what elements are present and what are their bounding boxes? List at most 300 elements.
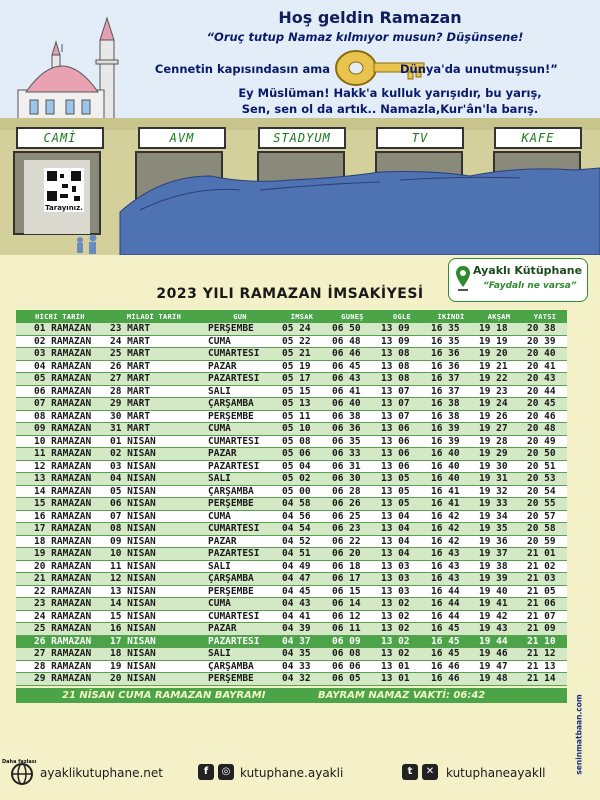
cell-yatsi: 20 43 (527, 373, 556, 385)
cell-hicri: 26 RAMAZAN (34, 635, 92, 647)
cell-yatsi: 20 44 (527, 385, 556, 397)
cell-aksam: 19 37 (479, 548, 508, 560)
cell-gun: CUMA (208, 598, 231, 610)
cell-ogle: 13 08 (381, 360, 410, 372)
cell-ogle: 13 05 (381, 473, 410, 485)
header-title: Hoş geldin Ramazan (278, 8, 462, 27)
cell-miladi: 28 MART (110, 385, 151, 397)
table-row (16, 486, 567, 499)
cell-ikindi: 16 38 (431, 410, 460, 422)
cell-miladi: 05 NİSAN (110, 485, 156, 497)
cell-miladi: 03 NİSAN (110, 460, 156, 472)
cell-aksam: 19 28 (479, 435, 508, 447)
cell-imsak: 04 51 (282, 548, 311, 560)
cell-miladi: 17 NİSAN (110, 635, 156, 647)
cell-miladi: 18 NİSAN (110, 648, 156, 660)
sign-avm: AVM (138, 127, 226, 149)
cell-gunes: 06 50 (332, 323, 361, 335)
cell-yatsi: 20 57 (527, 510, 556, 522)
cell-hicri: 06 RAMAZAN (34, 385, 92, 397)
cell-hicri: 03 RAMAZAN (34, 348, 92, 360)
cell-hicri: 22 RAMAZAN (34, 585, 92, 597)
cell-gunes: 06 08 (332, 648, 361, 660)
cell-ikindi: 16 43 (431, 560, 460, 572)
cell-aksam: 19 46 (479, 648, 508, 660)
cell-yatsi: 21 05 (527, 585, 556, 597)
cell-aksam: 19 29 (479, 448, 508, 460)
col-header-gun: GÜN (233, 312, 247, 321)
cell-ikindi: 16 37 (431, 373, 460, 385)
cell-imsak: 04 54 (282, 523, 311, 535)
cell-aksam: 19 31 (479, 473, 508, 485)
table-row (16, 461, 567, 474)
table-row (16, 436, 567, 449)
cell-gunes: 06 33 (332, 448, 361, 460)
col-header-hicri: HİCRİ TARİH (35, 312, 85, 321)
cell-yatsi: 20 50 (527, 448, 556, 460)
cell-ogle: 13 08 (381, 373, 410, 385)
cell-ikindi: 16 46 (431, 660, 460, 672)
cell-imsak: 05 00 (282, 485, 311, 497)
cell-aksam: 19 36 (479, 535, 508, 547)
side-watermark-text: seninmatbaan.com (574, 694, 584, 775)
cell-imsak: 05 13 (282, 398, 311, 410)
cell-aksam: 19 33 (479, 498, 508, 510)
twitter-icon[interactable]: t (402, 764, 418, 780)
cell-ogle: 13 02 (381, 598, 410, 610)
cell-ogle: 13 02 (381, 648, 410, 660)
bayram-date: 21 NİSAN CUMA RAMAZAN BAYRAMI (62, 690, 266, 701)
cell-yatsi: 21 01 (527, 548, 556, 560)
cell-ogle: 13 02 (381, 635, 410, 647)
cell-aksam: 19 23 (479, 385, 508, 397)
cell-imsak: 04 58 (282, 498, 311, 510)
cell-miladi: 14 NİSAN (110, 598, 156, 610)
location-pin-icon (455, 265, 471, 293)
cell-gun: CUMA (208, 423, 231, 435)
cell-ogle: 13 01 (381, 660, 410, 672)
cell-aksam: 19 22 (479, 373, 508, 385)
cell-ikindi: 16 36 (431, 360, 460, 372)
cell-aksam: 19 32 (479, 485, 508, 497)
cell-ikindi: 16 46 (431, 673, 460, 685)
cell-imsak: 05 04 (282, 460, 311, 472)
footer-badge: Daha fazlası (2, 759, 37, 765)
cell-yatsi: 21 10 (527, 635, 556, 647)
cell-hicri: 29 RAMAZAN (34, 673, 92, 685)
cell-imsak: 05 11 (282, 410, 311, 422)
cell-gun: SALI (208, 473, 231, 485)
table-row (16, 398, 567, 411)
table-row (16, 448, 567, 461)
header-line-1: “Oruç tutup Namaz kılmıyor musun? Düşünsene! (206, 30, 524, 44)
cell-gunes: 06 25 (332, 510, 361, 522)
header-line-2-left: Cennetin kapısındasın ama (154, 62, 330, 76)
cell-yatsi: 20 55 (527, 498, 556, 510)
cell-gun: PERŞEMBE (208, 410, 254, 422)
cell-hicri: 01 RAMAZAN (34, 323, 92, 335)
cell-miladi: 13 NİSAN (110, 585, 156, 597)
cell-ogle: 13 04 (381, 523, 410, 535)
table-row (16, 573, 567, 586)
cell-ikindi: 16 42 (431, 523, 460, 535)
cell-hicri: 18 RAMAZAN (34, 535, 92, 547)
cell-yatsi: 20 49 (527, 435, 556, 447)
cell-ikindi: 16 39 (431, 423, 460, 435)
table-header (16, 310, 567, 323)
cell-gun: PERŞEMBE (208, 498, 254, 510)
cell-gunes: 06 46 (332, 348, 361, 360)
cell-miladi: 16 NİSAN (110, 623, 156, 635)
cell-gunes: 06 12 (332, 610, 361, 622)
facebook-icon[interactable]: f (198, 764, 214, 780)
cell-yatsi: 21 02 (527, 560, 556, 572)
cell-gunes: 06 48 (332, 335, 361, 347)
sign-stadyum: STADYUM (258, 127, 346, 149)
cell-gun: ÇARŞAMBA (208, 398, 254, 410)
cell-imsak: 04 37 (282, 635, 311, 647)
cell-hicri: 15 RAMAZAN (34, 498, 92, 510)
col-header-imsak: İMSAK (290, 312, 314, 321)
sign-kafe: KAFE (494, 127, 582, 149)
cell-yatsi: 20 58 (527, 523, 556, 535)
cell-yatsi: 20 54 (527, 485, 556, 497)
cell-miladi: 10 NİSAN (110, 548, 156, 560)
cell-yatsi: 20 46 (527, 410, 556, 422)
footer (0, 756, 600, 790)
qr-label: Tarayınız. (45, 204, 83, 212)
cell-aksam: 19 34 (479, 510, 508, 522)
cell-ikindi: 16 43 (431, 573, 460, 585)
cell-hicri: 25 RAMAZAN (34, 623, 92, 635)
cell-miladi: 31 MART (110, 423, 151, 435)
cell-gun: PAZAR (208, 360, 237, 372)
cell-hicri: 24 RAMAZAN (34, 610, 92, 622)
cell-imsak: 05 21 (282, 348, 311, 360)
cell-yatsi: 20 53 (527, 473, 556, 485)
cell-imsak: 05 17 (282, 373, 311, 385)
cell-gunes: 06 40 (332, 398, 361, 410)
cell-imsak: 04 39 (282, 623, 311, 635)
table-row (16, 586, 567, 599)
col-header-aksam: AKŞAM (487, 312, 511, 321)
cell-hicri: 17 RAMAZAN (34, 523, 92, 535)
cell-miladi: 01 NİSAN (110, 435, 156, 447)
sign-tv: TV (376, 127, 464, 149)
header-line-3: Ey Müslüman! Hakk'a kulluk yarışıdır, bu yarış, (238, 86, 542, 100)
footer-social-2[interactable]: kutuphaneayakll (446, 766, 546, 780)
cell-imsak: 04 35 (282, 648, 311, 660)
cell-miladi: 23 MART (110, 323, 151, 335)
cell-aksam: 19 39 (479, 573, 508, 585)
cell-imsak: 04 33 (282, 660, 311, 672)
cell-ogle: 13 06 (381, 435, 410, 447)
brand-badge (448, 258, 588, 302)
cell-aksam: 19 30 (479, 460, 508, 472)
cell-miladi: 07 NİSAN (110, 510, 156, 522)
cell-yatsi: 21 14 (527, 673, 556, 685)
cell-aksam: 19 24 (479, 398, 508, 410)
cell-gunes: 06 35 (332, 435, 361, 447)
cell-ikindi: 16 42 (431, 510, 460, 522)
cell-miladi: 09 NİSAN (110, 535, 156, 547)
table-body (16, 323, 567, 686)
footer-social-1[interactable]: kutuphane.ayakli (240, 766, 344, 780)
cell-ikindi: 16 39 (431, 435, 460, 447)
cell-yatsi: 20 51 (527, 460, 556, 472)
cell-miladi: 25 MART (110, 348, 151, 360)
cell-aksam: 19 35 (479, 523, 508, 535)
cell-hicri: 10 RAMAZAN (34, 435, 92, 447)
cell-gunes: 06 41 (332, 385, 361, 397)
cell-gunes: 06 22 (332, 535, 361, 547)
cell-hicri: 16 RAMAZAN (34, 510, 92, 522)
cell-imsak: 04 56 (282, 510, 311, 522)
cell-ogle: 13 07 (381, 385, 410, 397)
cell-gunes: 06 06 (332, 660, 361, 672)
cell-yatsi: 20 38 (527, 323, 556, 335)
cell-yatsi: 20 48 (527, 423, 556, 435)
cell-gunes: 06 23 (332, 523, 361, 535)
cell-gun: CUMARTESİ (208, 523, 260, 535)
cell-hicri: 19 RAMAZAN (34, 548, 92, 560)
cell-aksam: 19 40 (479, 585, 508, 597)
cell-miladi: 06 NİSAN (110, 498, 156, 510)
cell-ikindi: 16 41 (431, 485, 460, 497)
col-header-yatsi: YATSI (533, 312, 557, 321)
table-row (16, 598, 567, 611)
footer-website[interactable]: ayaklikutuphane.net (40, 766, 163, 780)
table-row (16, 361, 567, 374)
cell-ikindi: 16 43 (431, 548, 460, 560)
cell-ogle: 13 05 (381, 485, 410, 497)
cell-gun: PAZAR (208, 623, 237, 635)
cell-ogle: 13 05 (381, 498, 410, 510)
sign-cami: CAMİ (16, 127, 104, 149)
cell-ogle: 13 08 (381, 348, 410, 360)
cell-gunes: 06 15 (332, 585, 361, 597)
cell-hicri: 07 RAMAZAN (34, 398, 92, 410)
cell-yatsi: 20 59 (527, 535, 556, 547)
cell-yatsi: 21 09 (527, 623, 556, 635)
cell-miladi: 20 NİSAN (110, 673, 156, 685)
cell-aksam: 19 26 (479, 410, 508, 422)
cell-gun: ÇARŞAMBA (208, 573, 254, 585)
cell-imsak: 05 02 (282, 473, 311, 485)
cell-aksam: 19 47 (479, 660, 508, 672)
cell-hicri: 27 RAMAZAN (34, 648, 92, 660)
cell-ikindi: 16 45 (431, 623, 460, 635)
cell-ogle: 13 02 (381, 610, 410, 622)
cell-ikindi: 16 38 (431, 398, 460, 410)
cell-gun: PERŞEMBE (208, 585, 254, 597)
cell-miladi: 02 NİSAN (110, 448, 156, 460)
col-header-miladi: MİLADİ TARİH (126, 312, 182, 321)
cell-hicri: 21 RAMAZAN (34, 573, 92, 585)
table-row (16, 386, 567, 399)
cell-ogle: 13 03 (381, 560, 410, 572)
cell-aksam: 19 43 (479, 623, 508, 635)
table-title: 2023 YILI RAMAZAN İMSAKİYESİ (156, 286, 424, 302)
cell-ogle: 13 03 (381, 585, 410, 597)
cell-aksam: 19 18 (479, 323, 508, 335)
cell-ogle: 13 03 (381, 573, 410, 585)
cell-imsak: 04 49 (282, 560, 311, 572)
cell-miladi: 29 MART (110, 398, 151, 410)
cell-imsak: 04 32 (282, 673, 311, 685)
cell-ogle: 13 02 (381, 623, 410, 635)
cell-gun: PAZARTESİ (208, 635, 260, 647)
brand-slogan: “Faydalı ne varsa” (483, 281, 577, 291)
cell-aksam: 19 20 (479, 348, 508, 360)
cell-gun: CUMA (208, 335, 231, 347)
cell-ikindi: 16 40 (431, 473, 460, 485)
cell-gun: CUMARTESİ (208, 610, 260, 622)
cell-gunes: 06 43 (332, 373, 361, 385)
cell-hicri: 04 RAMAZAN (34, 360, 92, 372)
cell-yatsi: 21 12 (527, 648, 556, 660)
cell-gun: ÇARŞAMBA (208, 485, 254, 497)
cell-aksam: 19 44 (479, 635, 508, 647)
cell-gun: CUMA (208, 510, 231, 522)
cell-ikindi: 16 41 (431, 498, 460, 510)
cell-gun: CUMARTESİ (208, 435, 260, 447)
cell-miladi: 08 NİSAN (110, 523, 156, 535)
cell-aksam: 19 27 (479, 423, 508, 435)
table-row (16, 636, 567, 649)
cell-imsak: 04 52 (282, 535, 311, 547)
cell-yatsi: 20 40 (527, 348, 556, 360)
cell-gunes: 06 30 (332, 473, 361, 485)
cell-ikindi: 16 37 (431, 385, 460, 397)
cell-yatsi: 20 41 (527, 360, 556, 372)
table-row (16, 336, 567, 349)
cell-hicri: 23 RAMAZAN (34, 598, 92, 610)
col-header-ikindi: İKİNDİ (437, 312, 465, 321)
cell-gun: SALI (208, 385, 231, 397)
cell-ikindi: 16 40 (431, 448, 460, 460)
cell-imsak: 05 15 (282, 385, 311, 397)
table-row (16, 323, 567, 336)
header-line-2-right: Dünya'da unutmuşsun!” (400, 62, 558, 76)
cell-hicri: 05 RAMAZAN (34, 373, 92, 385)
table-row (16, 423, 567, 436)
imsakiye-table (16, 310, 567, 686)
cell-miladi: 30 MART (110, 410, 151, 422)
cell-imsak: 05 06 (282, 448, 311, 460)
table-row (16, 648, 567, 661)
header-line-4: Sen, sen ol da artık.. Namazla,Kur'ân'la barış. (241, 102, 539, 116)
header-illustration (0, 0, 600, 255)
cell-gunes: 06 05 (332, 673, 361, 685)
cell-gunes: 06 31 (332, 460, 361, 472)
qr-code-icon (44, 168, 84, 204)
cell-miladi: 27 MART (110, 373, 151, 385)
table-row (16, 473, 567, 486)
cell-imsak: 05 22 (282, 335, 311, 347)
cell-miladi: 26 MART (110, 360, 151, 372)
cell-imsak: 05 24 (282, 323, 311, 335)
cell-gun: PAZAR (208, 535, 237, 547)
table-row (16, 561, 567, 574)
cell-ikindi: 16 40 (431, 460, 460, 472)
table-row (16, 523, 567, 536)
cell-gun: PERŞEMBE (208, 323, 254, 335)
cell-gunes: 06 38 (332, 410, 361, 422)
cell-miladi: 15 NİSAN (110, 610, 156, 622)
cell-ikindi: 16 45 (431, 635, 460, 647)
cell-gun: PERŞEMBE (208, 673, 254, 685)
table-row (16, 661, 567, 674)
brand-name: Ayaklı Kütüphane (473, 264, 583, 277)
cell-ogle: 13 07 (381, 410, 410, 422)
cell-gunes: 06 28 (332, 485, 361, 497)
table-row (16, 373, 567, 386)
cell-hicri: 09 RAMAZAN (34, 423, 92, 435)
table-row (16, 411, 567, 424)
cell-gunes: 06 11 (332, 623, 361, 635)
cell-ogle: 13 04 (381, 510, 410, 522)
cell-ikindi: 16 45 (431, 648, 460, 660)
cell-gun: SALI (208, 560, 231, 572)
cell-ikindi: 16 44 (431, 610, 460, 622)
table-row (16, 548, 567, 561)
cell-gun: PAZARTESİ (208, 548, 260, 560)
cell-imsak: 05 19 (282, 360, 311, 372)
cell-gunes: 06 18 (332, 560, 361, 572)
cell-hicri: 11 RAMAZAN (34, 448, 92, 460)
table-row (16, 348, 567, 361)
cell-gunes: 06 17 (332, 573, 361, 585)
cell-ogle: 13 07 (381, 398, 410, 410)
cell-ogle: 13 06 (381, 448, 410, 460)
cell-gun: PAZAR (208, 448, 237, 460)
cell-hicri: 12 RAMAZAN (34, 460, 92, 472)
cell-hicri: 02 RAMAZAN (34, 335, 92, 347)
instagram-icon[interactable]: ◎ (218, 764, 234, 780)
cell-hicri: 13 RAMAZAN (34, 473, 92, 485)
cell-imsak: 04 45 (282, 585, 311, 597)
cell-ogle: 13 04 (381, 535, 410, 547)
cell-ikindi: 16 35 (431, 323, 460, 335)
cell-aksam: 19 21 (479, 360, 508, 372)
cell-aksam: 19 38 (479, 560, 508, 572)
cell-ikindi: 16 42 (431, 535, 460, 547)
table-row (16, 673, 567, 686)
col-header-ogle: ÖĞLE (392, 312, 412, 321)
x-icon[interactable]: ✕ (422, 764, 438, 780)
cell-gunes: 06 09 (332, 635, 361, 647)
cell-gunes: 06 20 (332, 548, 361, 560)
cell-imsak: 04 43 (282, 598, 311, 610)
cell-yatsi: 21 06 (527, 598, 556, 610)
cell-gun: ÇARŞAMBA (208, 660, 254, 672)
cell-imsak: 04 41 (282, 610, 311, 622)
cell-gun: PAZARTESİ (208, 373, 260, 385)
cell-hicri: 28 RAMAZAN (34, 660, 92, 672)
cell-yatsi: 21 03 (527, 573, 556, 585)
cell-imsak: 05 10 (282, 423, 311, 435)
cell-gunes: 06 14 (332, 598, 361, 610)
bayram-bar (16, 688, 567, 703)
cell-aksam: 19 42 (479, 610, 508, 622)
table-row (16, 611, 567, 624)
cell-miladi: 19 NİSAN (110, 660, 156, 672)
col-header-gunes: GÜNEŞ (341, 312, 364, 321)
cell-yatsi: 20 39 (527, 335, 556, 347)
cell-ikindi: 16 35 (431, 335, 460, 347)
table-row (16, 498, 567, 511)
